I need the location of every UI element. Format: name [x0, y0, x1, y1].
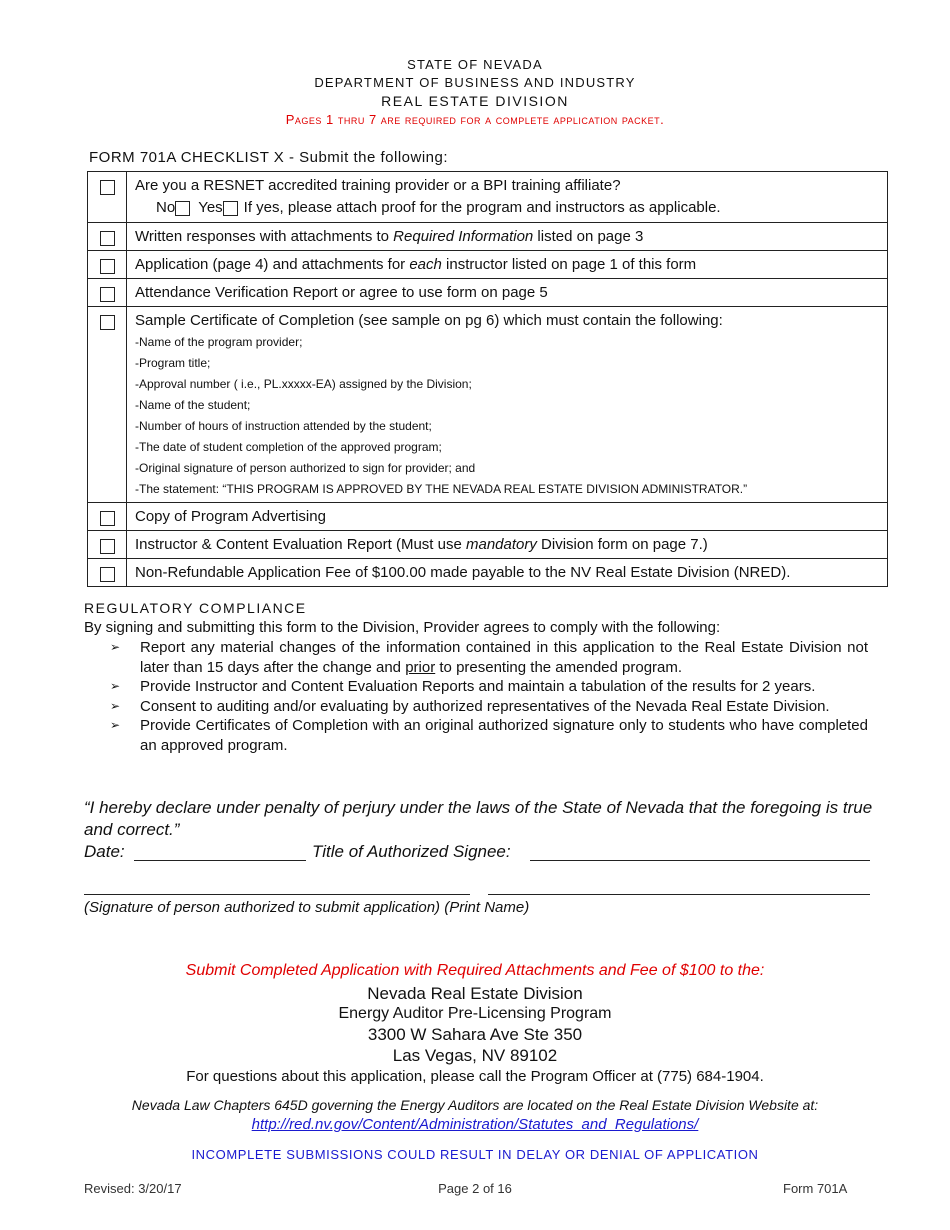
page-number: Page 2 of 16	[438, 1181, 512, 1196]
arrow-bullet-icon: ➢	[110, 718, 121, 732]
regulatory-intro: By signing and submitting this form to the Division, Provider agrees to comply with the following:	[84, 619, 721, 636]
list-item	[108, 638, 868, 677]
list-item	[108, 677, 868, 697]
no-label: No	[156, 199, 176, 216]
arrow-bullet-icon: ➢	[110, 640, 121, 654]
checkbox-cell	[88, 251, 127, 279]
revised-date: Revised: 3/20/17	[84, 1181, 182, 1196]
advertising-checkbox[interactable]	[100, 511, 115, 526]
subitem: -Name of the student;	[135, 398, 251, 412]
checklist-row-application	[88, 251, 888, 279]
mailing-street: 3300 W Sahara Ave Ste 350	[367, 1025, 583, 1044]
item-text: instructor listed on page 1 of this form	[441, 256, 697, 273]
checklist-title: FORM 701A CHECKLIST X - Submit the following:	[89, 149, 449, 166]
checklist-text-cell	[127, 307, 888, 503]
regulatory-list	[108, 638, 868, 755]
print-name-field[interactable]	[488, 894, 870, 895]
list-item	[108, 697, 868, 717]
checklist-row-certificate	[88, 307, 888, 503]
checkbox-cell	[88, 172, 127, 223]
mailing-org: Nevada Real Estate Division	[367, 984, 583, 1003]
subitem: -Approval number ( i.e., PL.xxxxx-EA) assigned by the Division;	[135, 377, 472, 391]
checkbox-cell	[88, 279, 127, 307]
checkbox-cell	[88, 223, 127, 251]
checklist-row-evaluation	[88, 531, 888, 559]
checklist-row-fee	[88, 559, 888, 587]
certificate-requirement: Sample Certificate of Completion (see sample on pg 6) which must contain the following:	[135, 312, 723, 329]
item-text: Division form on page 7.)	[536, 536, 708, 553]
title-label: Title of Authorized Signee:	[312, 842, 511, 861]
no-checkbox[interactable]	[175, 201, 190, 216]
statutes-link-wrap	[0, 1116, 950, 1133]
item-text: Report any material changes of the information contained in this application to the Real Estate Division not later than 15 days after the change and	[140, 639, 868, 676]
item-text: Provide Instructor and Content Evaluation Reports and maintain a tabulation of the results for 2 years.	[140, 678, 816, 695]
mailing-city: Las Vegas, NV 89102	[392, 1046, 558, 1065]
resnet-answer-line	[135, 197, 879, 219]
state-heading: STATE OF NEVADA	[407, 57, 543, 72]
yes-checkbox[interactable]	[223, 201, 238, 216]
item-text: Consent to auditing and/or evaluating by authorized representatives of the Nevada Real Estate Division.	[140, 697, 830, 715]
date-field[interactable]	[134, 860, 306, 861]
incomplete-warning: INCOMPLETE SUBMISSIONS COULD RESULT IN DELAY OR DENIAL OF APPLICATION	[191, 1147, 759, 1162]
arrow-bullet-icon: ➢	[110, 698, 121, 713]
regulatory-heading: REGULATORY COMPLIANCE	[84, 600, 307, 616]
mailing-program: Energy Auditor Pre-Licensing Program	[338, 1005, 612, 1022]
item-text: Instructor & Content Evaluation Report (Must use	[135, 536, 466, 553]
item-text-emphasis: mandatory	[466, 536, 537, 553]
checklist-text-cell	[127, 251, 888, 279]
signature-field[interactable]	[84, 894, 470, 895]
checklist-text-cell: Non-Refundable Application Fee of $100.00 made payable to the NV Real Estate Division (NRED).	[127, 559, 888, 587]
title-field[interactable]	[530, 860, 870, 861]
item-text: Written responses with attachments to	[135, 228, 394, 245]
checkbox-cell	[88, 307, 127, 503]
attendance-checkbox[interactable]	[100, 287, 115, 302]
checklist-row-advertising	[88, 503, 888, 531]
subitem: -Original signature of person authorized to sign for provider; and	[135, 461, 476, 475]
required-pages-notice: Pages 1 thru 7 are required for a complete application packet.	[285, 112, 665, 127]
written-responses-checkbox[interactable]	[100, 231, 115, 246]
yes-label: Yes	[198, 199, 223, 216]
statutes-link[interactable]: http://red.nv.gov/Content/Administration/Statutes_and_Regulations/	[251, 1116, 699, 1133]
checklist-text-cell: Copy of Program Advertising	[127, 503, 888, 531]
arrow-bullet-icon: ➢	[110, 679, 121, 693]
checkbox-cell	[88, 559, 127, 587]
checklist-text-cell	[127, 172, 888, 223]
proof-instruction: If yes, please attach proof for the program and instructors as applicable.	[243, 199, 721, 216]
checkbox-cell	[88, 531, 127, 559]
subitem: -The date of student completion of the approved program;	[135, 440, 442, 454]
item-text: listed on page 3	[533, 228, 644, 245]
list-item	[108, 716, 868, 755]
checklist-text-cell	[127, 531, 888, 559]
questions-contact: For questions about this application, please call the Program Officer at (775) 684-1904.	[186, 1068, 764, 1085]
division-heading: REAL ESTATE DIVISION	[381, 93, 569, 109]
department-heading: DEPARTMENT OF BUSINESS AND INDUSTRY	[314, 75, 636, 90]
resnet-checkbox[interactable]	[100, 180, 115, 195]
checkbox-cell	[88, 503, 127, 531]
application-checkbox[interactable]	[100, 259, 115, 274]
submit-instruction: Submit Completed Application with Required Attachments and Fee of $100 to the:	[185, 962, 765, 979]
date-label: Date:	[84, 842, 125, 861]
subitem: -Name of the program provider;	[135, 335, 303, 349]
resnet-question: Are you a RESNET accredited training provider or a BPI training affiliate?	[135, 177, 621, 194]
item-text-emphasis: Required Information	[393, 228, 534, 245]
item-text-emphasis: each	[409, 256, 442, 273]
checklist-table	[87, 171, 888, 587]
checklist-row-resnet	[88, 172, 888, 223]
subitem: -Program title;	[135, 356, 211, 370]
item-text-underline: prior	[405, 658, 436, 676]
checklist-row-attendance	[88, 279, 888, 307]
checklist-text-cell	[127, 223, 888, 251]
certificate-subitems	[135, 332, 879, 500]
item-text: Provide Certificates of Completion with an original authorized signature only to students who have completed an approved program.	[140, 717, 868, 754]
subitem: -The statement: “THIS PROGRAM IS APPROVED BY THE NEVADA REAL ESTATE DIVISION ADMINISTRATOR.”	[135, 482, 748, 496]
checklist-text-cell: Attendance Verification Report or agree to use form on page 5	[127, 279, 888, 307]
checklist-row-written-responses	[88, 223, 888, 251]
fee-checkbox[interactable]	[100, 567, 115, 582]
item-text: Application (page 4) and attachments for	[135, 256, 410, 273]
subitem: -Number of hours of instruction attended by the student;	[135, 419, 432, 433]
perjury-declaration: “I hereby declare under penalty of perjury under the laws of the State of Nevada that the foregoing is true and correct.”	[84, 798, 873, 839]
form-number: Form 701A	[783, 1181, 848, 1196]
signature-caption: (Signature of person authorized to submit application) (Print Name)	[84, 899, 530, 916]
evaluation-checkbox[interactable]	[100, 539, 115, 554]
law-note: Nevada Law Chapters 645D governing the Energy Auditors are located on the Real Estate Division Website at:	[131, 1097, 819, 1113]
item-text: to presenting the amended program.	[435, 658, 683, 676]
certificate-checkbox[interactable]	[100, 315, 115, 330]
